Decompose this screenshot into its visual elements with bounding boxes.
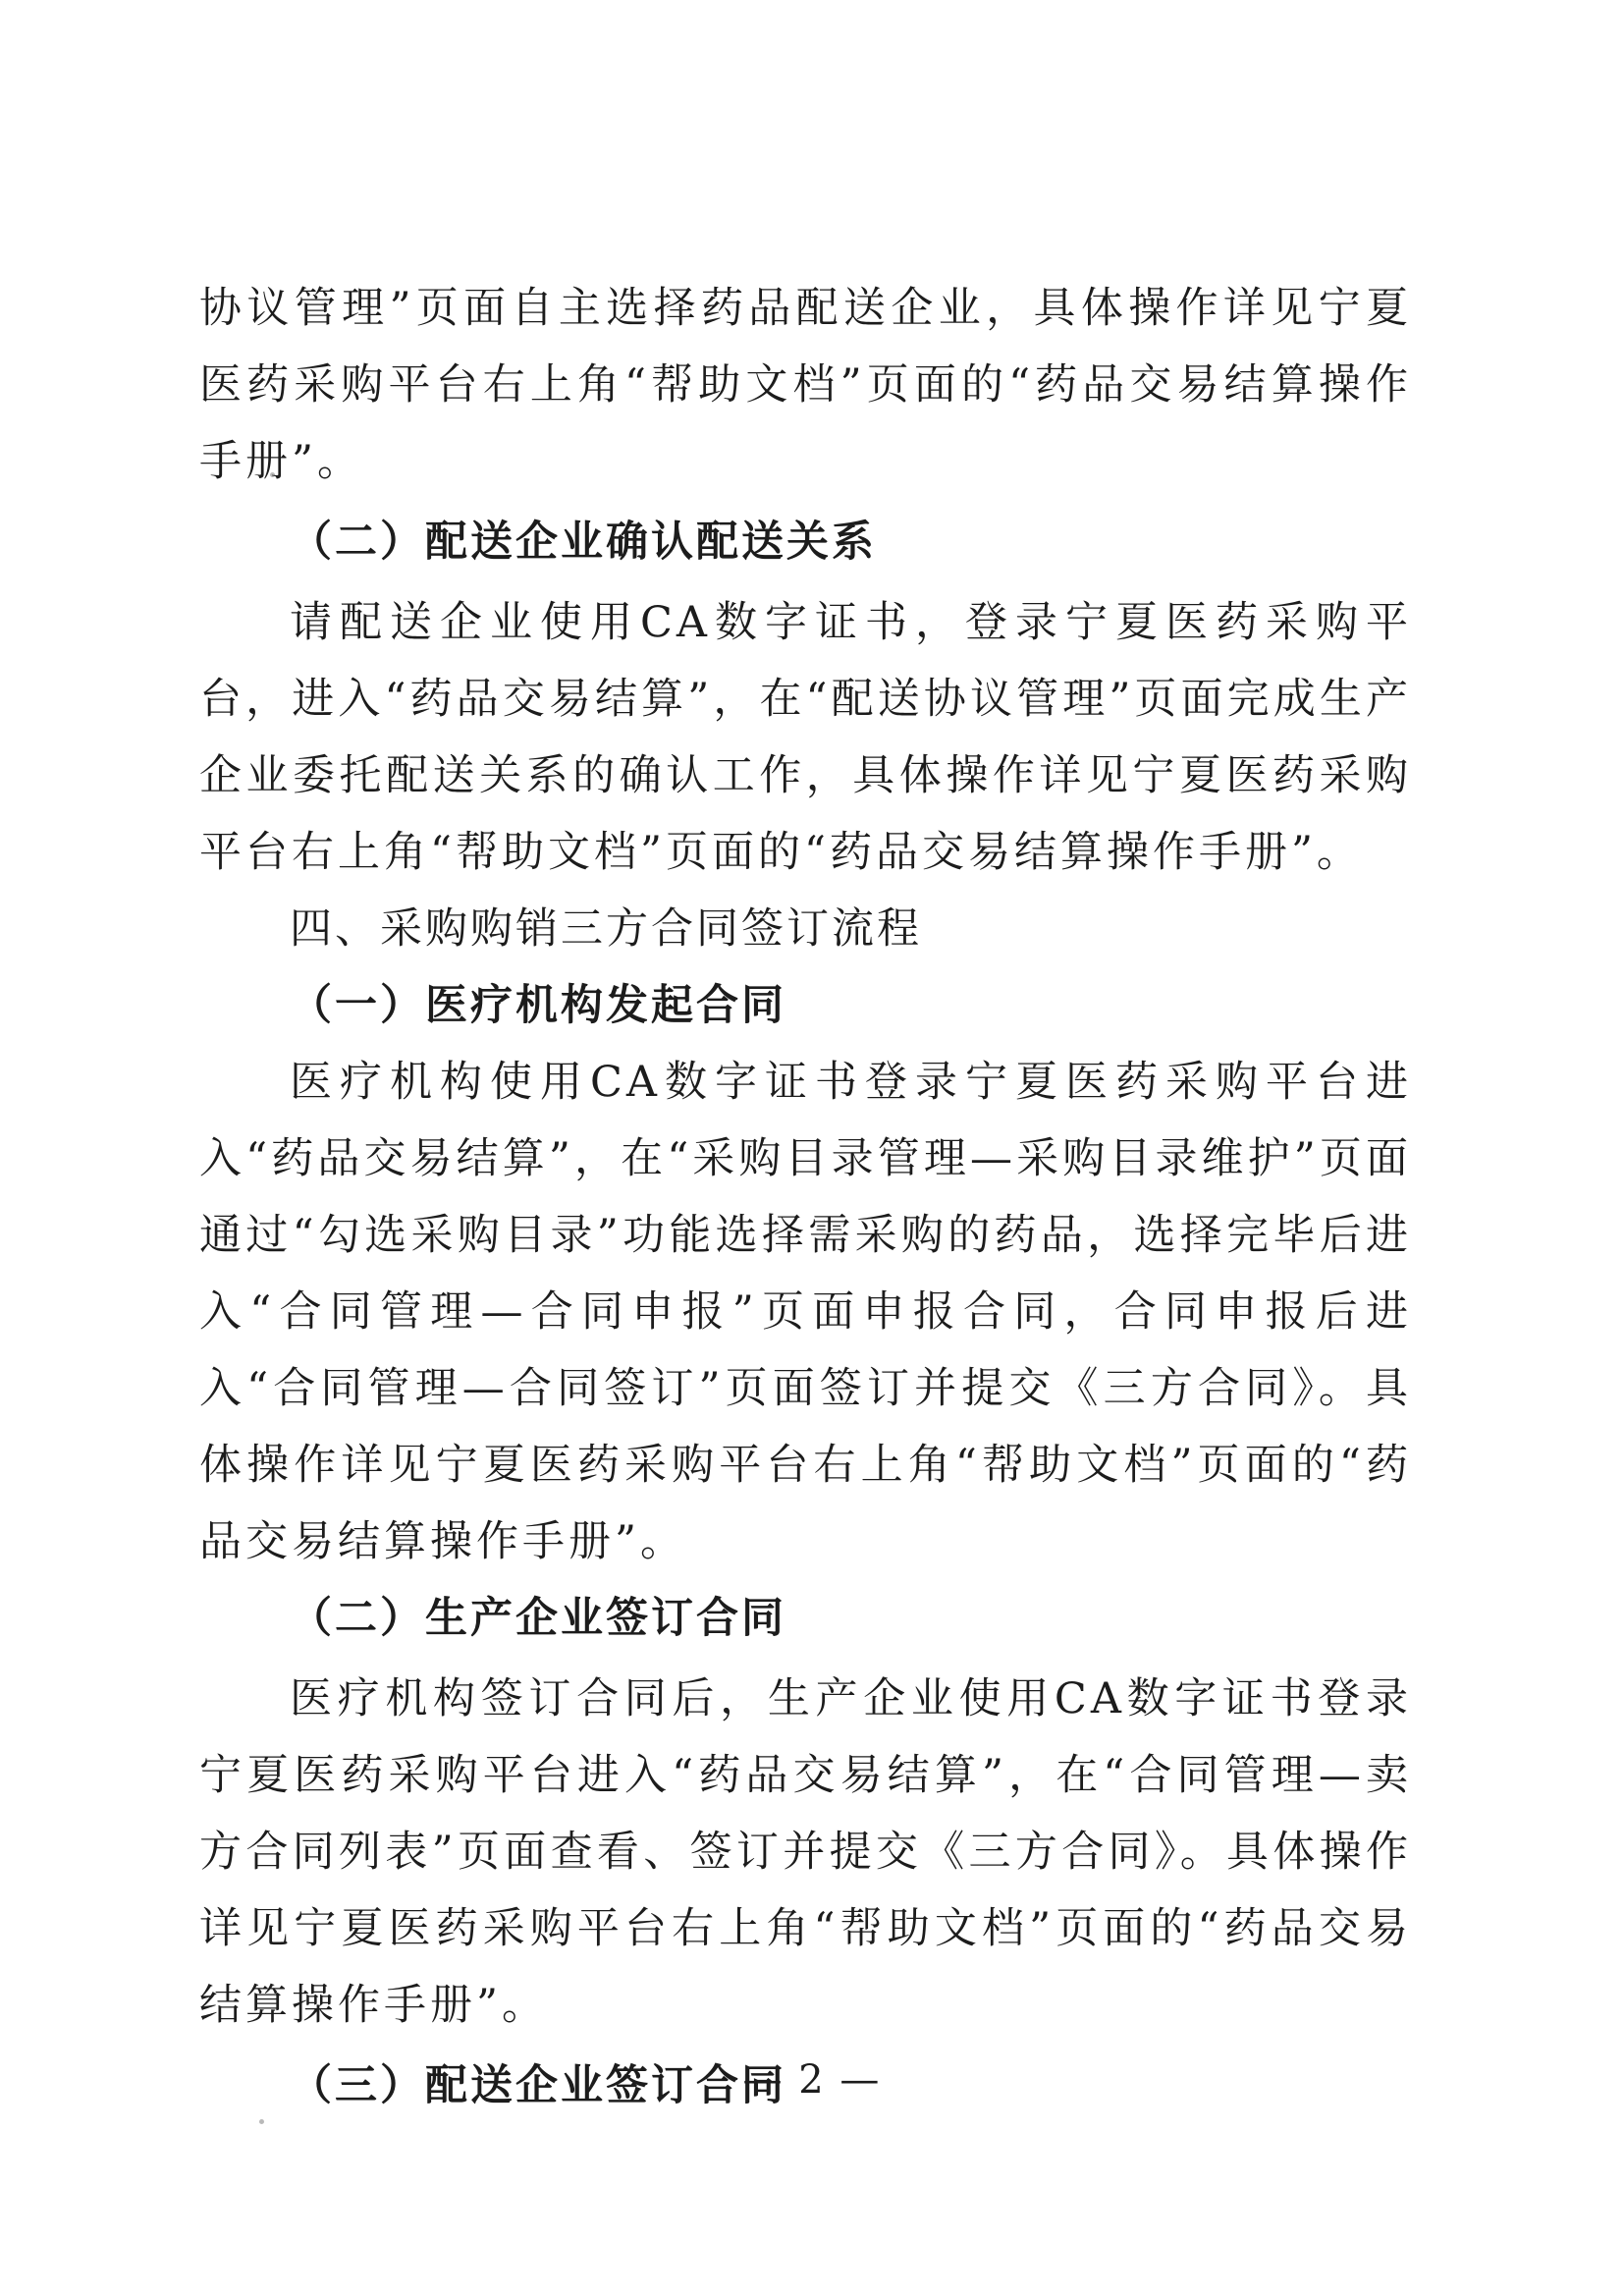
document-body [199,270,1412,2124]
delivery-confirm-paragraph: 请配送企业使用CA数字证书，登录宁夏医药采购平台，进入“药品交易结算”，在“配送协议管理”页面完成生产企业委托配送关系的确认工作，具体操作详见宁夏医药采购平台右上角“帮助文档”页面的“药品交易结算操作手册”。 [199,598,1412,877]
section-heading-distributor: （三）配送企业签订合同 [290,2061,786,2110]
section-heading-manufacturer: （二）生产企业签订合同 [290,1594,786,1643]
page-number: — 2 — [742,2057,882,2103]
section-heading-contract-process: 四、采购购销三方合同签订流程 [290,904,922,954]
section-heading-delivery-confirm: （二）配送企业确认配送关系 [290,518,877,567]
medical-institution-paragraph: 医疗机构使用CA数字证书登录宁夏医药采购平台进入“药品交易结算”，在“采购目录管理—采购目录维护”页面通过“勾选采购目录”功能选择需采购的药品，选择完毕后进入“合同管理—合同申报”页面申报合同，合同申报后进入“合同管理—合同签订”页面签订并提交《三方合同》。具体操作详见宁夏医药采购平台右上角“帮助文档”页面的“药品交易结算操作手册”。 [199,1058,1412,1566]
continuation-paragraph: 协议管理”页面自主选择药品配送企业，具体操作详见宁夏医药采购平台右上角“帮助文档”页面的“药品交易结算操作手册”。 [199,284,1412,486]
manufacturer-paragraph: 医疗机构签订合同后，生产企业使用CA数字证书登录宁夏医药采购平台进入“药品交易结算”，在“合同管理—卖方合同列表”页面查看、签订并提交《三方合同》。具体操作详见宁夏医药采购平台右上角“帮助文档”页面的“药品交易结算操作手册”。 [199,1674,1412,2030]
section-heading-medical-institution: （一）医疗机构发起合同 [290,981,786,1030]
